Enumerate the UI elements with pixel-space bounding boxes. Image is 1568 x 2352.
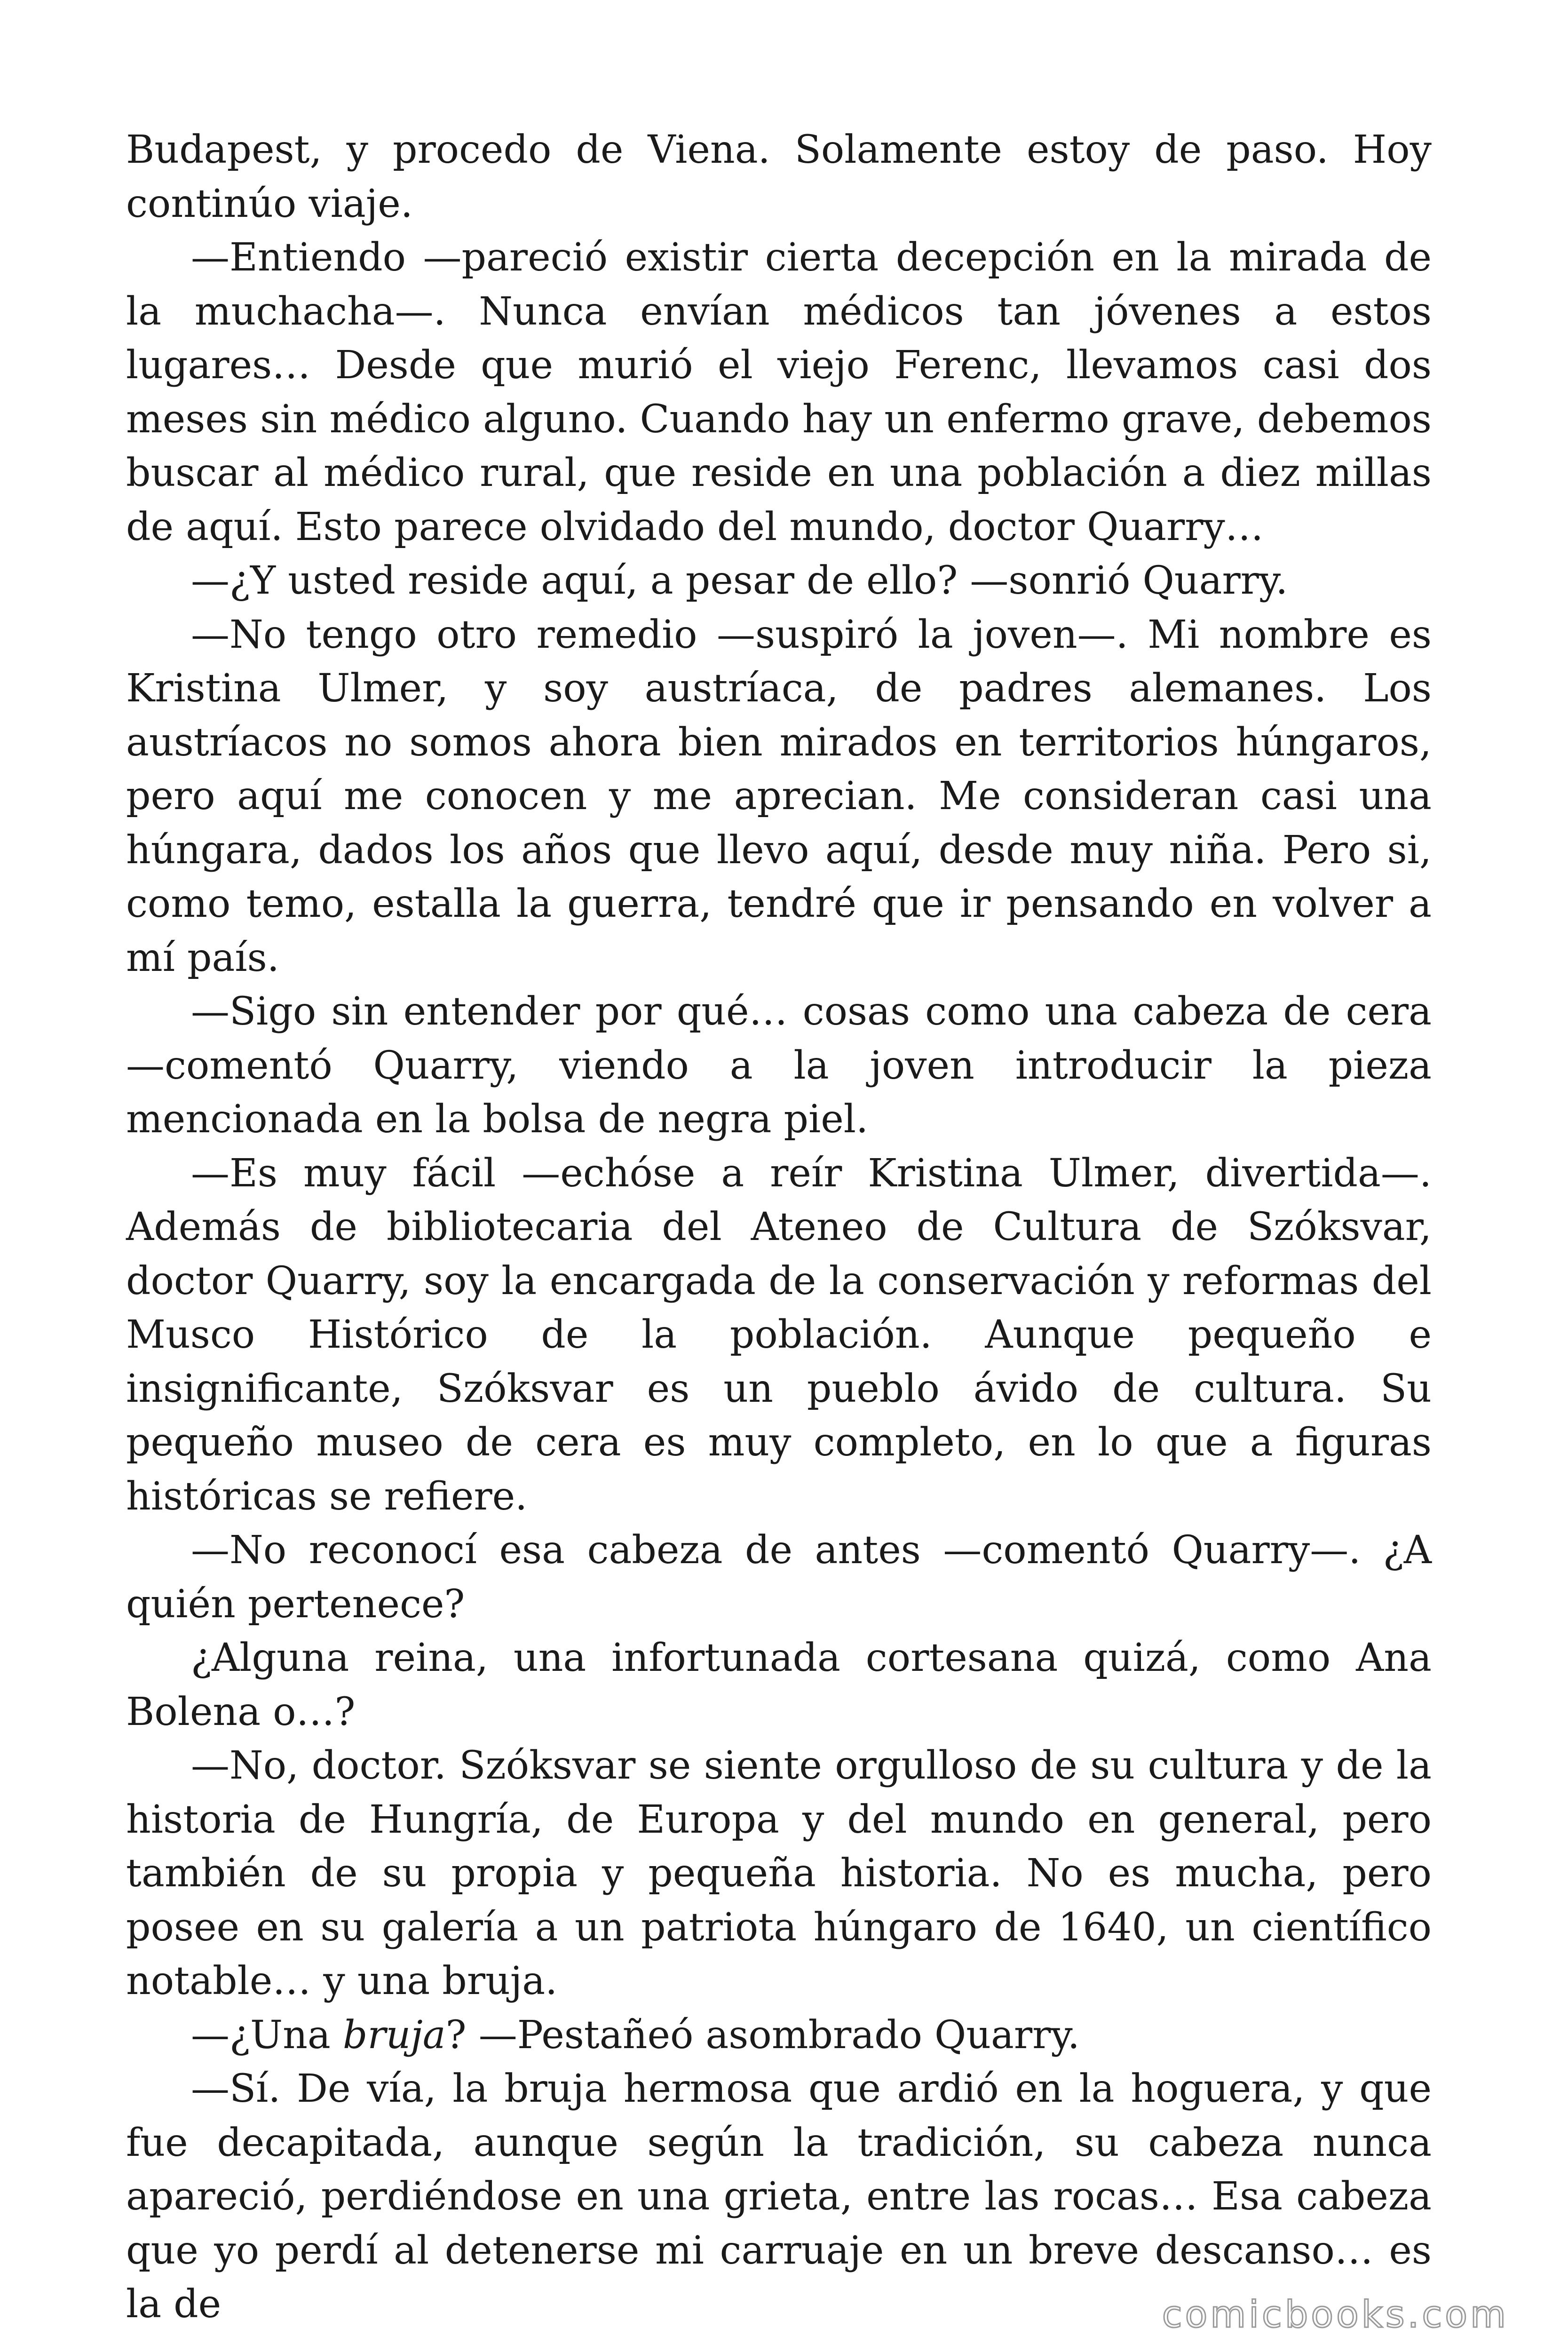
- paragraph: —No tengo otro remedio —suspiró la joven—. Mi nombre es Kristina Ulmer, y soy austríaca, de padres alemanes. Los austríacos no somos ahora bien mirados en territorios húngaros, pero aquí me conocen y me aprecian. Me consideran casi una húngara, dados los años que llevo aquí, desde muy niña. Pero si, como temo, estalla la guerra, tendré que ir pensando en volver a mí país.: [126, 612, 1432, 980]
- watermark: comicbooks.com: [1162, 2294, 1509, 2336]
- paragraph: —No reconocí esa cabeza de antes —comentó Quarry—. ¿A quién pertenece?: [126, 1528, 1432, 1627]
- paragraph: —Sigo sin entender por qué… cosas como una cabeza de cera —comentó Quarry, viendo a la joven introducir la pieza mencionada en la bolsa de negra piel.: [126, 989, 1432, 1142]
- paragraph: —Sí. De vía, la bruja hermosa que ardió en la hoguera, y que fue decapitada, aunque según la tradición, su cabeza nunca apareció, perdiéndose en una grieta, entre las rocas… Esa cabeza que yo perdí al detenerse mi carruaje en un breve descanso… es la de: [126, 2066, 1432, 2327]
- page-body: [126, 123, 1432, 2332]
- paragraph: ¿Alguna reina, una infortunada cortesana quizá, como Ana Bolena o…?: [126, 1636, 1432, 1734]
- paragraph: Budapest, y procedo de Viena. Solamente estoy de paso. Hoy continúo viaje.: [126, 127, 1432, 226]
- italic-text: bruja: [342, 2012, 446, 2058]
- paragraph: —Entiendo —pareció existir cierta decepción en la mirada de la muchacha—. Nunca envían médicos tan jóvenes a estos lugares… Desde que murió el viejo Ferenc, llevamos casi dos meses sin médico alguno. Cuando hay un enfermo grave, debemos buscar al médico rural, que reside en una población a diez millas de aquí. Esto parece olvidado del mundo, doctor Quarry…: [126, 235, 1432, 549]
- paragraph: —Es muy fácil —echóse a reír Kristina Ulmer, divertida—. Además de bibliotecaria del Ateneo de Cultura de Szóksvar, doctor Quarry, soy la encargada de la conservación y reformas del Musco Histórico de la población. Aunque pequeño e insignificante, Szóksvar es un pueblo ávido de cultura. Su pequeño museo de cera es muy completo, en lo que a figuras históricas se refiere.: [126, 1151, 1432, 1519]
- paragraph-text: —¿Una: [191, 2012, 343, 2058]
- paragraph-text: ? —Pestañeó asombrado Quarry.: [445, 2012, 1080, 2058]
- paragraph: —No, doctor. Szóksvar se siente orgulloso de su cultura y de la historia de Hungría, de Europa y del mundo en general, pero también de su propia y pequeña historia. No es mucha, pero posee en su galería a un patriota húngaro de 1640, un científico notable… y una bruja.: [126, 1743, 1432, 2003]
- paragraph: —¿Y usted reside aquí, a pesar de ello? —sonrió Quarry.: [191, 558, 1288, 603]
- paragraph: [126, 2009, 1432, 2063]
